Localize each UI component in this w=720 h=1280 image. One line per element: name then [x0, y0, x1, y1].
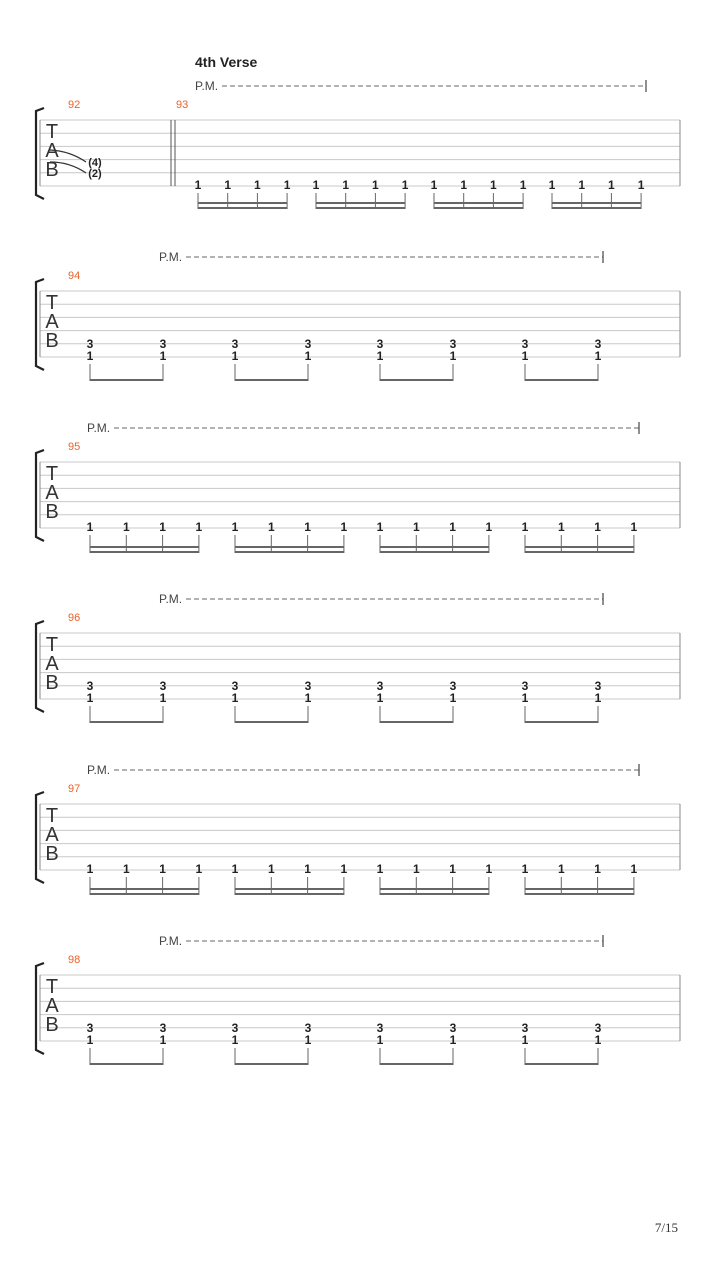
fret-number-lower: 1	[449, 349, 457, 363]
fret-number: 1	[430, 178, 438, 192]
note-beam	[380, 888, 489, 890]
palm-mute-label: P.M.	[87, 763, 111, 777]
fret-number-lower: 1	[449, 1033, 457, 1047]
note-beam	[380, 551, 489, 553]
fret-number: 1	[594, 862, 601, 876]
note-beam	[434, 207, 523, 209]
note-beam	[380, 379, 453, 381]
fret-number-lower: 1	[376, 1033, 384, 1047]
fret-number: 1	[630, 862, 638, 876]
note-beam	[90, 721, 163, 723]
bar-number: 93	[176, 99, 189, 111]
note-beam	[90, 893, 199, 895]
fret-number: 1	[449, 520, 456, 534]
fret-number: 1	[254, 178, 261, 192]
fret-number: 1	[340, 520, 348, 534]
note-beam	[235, 379, 308, 381]
tab-letter-t: T	[45, 805, 59, 827]
fret-number: 1	[194, 178, 202, 192]
fret-number-upper: 3	[86, 337, 94, 351]
fret-number: 1	[608, 178, 615, 192]
fret-number-lower: 1	[304, 1033, 312, 1047]
note-beam	[380, 1063, 453, 1065]
bar-number: 96	[68, 612, 81, 624]
bar-number: 94	[68, 270, 81, 282]
fret-number-lower: 1	[304, 691, 312, 705]
fret-number-lower: 1	[521, 349, 529, 363]
page-number: 7/15	[654, 1220, 678, 1235]
palm-mute-label: P.M.	[159, 934, 183, 948]
fret-number: 1	[267, 520, 275, 534]
tab-letter-t: T	[45, 121, 59, 143]
fret-number: 1	[412, 520, 420, 534]
note-beam	[525, 888, 634, 890]
fret-number-upper: 3	[594, 679, 602, 693]
fret-number-upper: 3	[231, 1021, 239, 1035]
palm-mute-label: P.M.	[195, 79, 219, 93]
note-beam	[525, 551, 634, 553]
note-beam	[198, 202, 287, 204]
fret-number: 1	[637, 178, 645, 192]
fret-number-lower: 1	[594, 349, 602, 363]
tab-letter-t: T	[45, 463, 59, 485]
tab-letter-t: T	[45, 976, 59, 998]
tab-letter-a: A	[45, 140, 59, 162]
fret-number-lower: 1	[521, 691, 529, 705]
fret-number-lower: 1	[86, 1033, 94, 1047]
note-beam	[525, 893, 634, 895]
note-beam	[316, 202, 405, 204]
section-title: 4th Verse	[195, 54, 258, 70]
fret-number-upper: 3	[159, 337, 167, 351]
fret-number-lower: 1	[159, 1033, 167, 1047]
tab-letter-a: A	[45, 824, 59, 846]
fret-number: 1	[557, 862, 565, 876]
fret-number-upper: 3	[304, 1021, 312, 1035]
note-beam	[90, 379, 163, 381]
fret-number: 1	[376, 520, 384, 534]
fret-number-upper: 3	[521, 679, 529, 693]
fret-number: 1	[449, 862, 456, 876]
fret-number: 1	[304, 862, 311, 876]
fret-number-upper: 3	[231, 337, 239, 351]
fret-number: 1	[283, 178, 291, 192]
bar-number: 95	[68, 441, 81, 453]
tab-letter-b: B	[45, 330, 59, 352]
fret-number: 1	[578, 178, 586, 192]
fret-number-upper: 3	[594, 1021, 602, 1035]
fret-number: 1	[159, 862, 166, 876]
fret-number: 1	[376, 862, 384, 876]
fret-number: 1	[231, 520, 239, 534]
tab-letter-a: A	[45, 653, 59, 675]
fret-number-lower: 1	[86, 691, 94, 705]
fret-number: 1	[159, 520, 166, 534]
fret-number: 1	[521, 862, 529, 876]
fret-number-lower: 1	[159, 349, 167, 363]
note-beam	[434, 202, 523, 204]
fret-number: 1	[122, 862, 130, 876]
palm-mute-label: P.M.	[159, 592, 183, 606]
fret-number: 1	[485, 862, 493, 876]
note-beam	[90, 888, 199, 890]
note-beam	[525, 1063, 598, 1065]
fret-number: 1	[372, 178, 379, 192]
tab-letter-b: B	[45, 672, 59, 694]
fret-number-upper: 3	[449, 679, 457, 693]
fret-number: 1	[401, 178, 409, 192]
note-beam	[380, 721, 453, 723]
fret-number: 1	[267, 862, 275, 876]
note-beam	[235, 888, 344, 890]
note-beam	[90, 546, 199, 548]
bar-number: 98	[68, 954, 81, 966]
note-beam	[380, 893, 489, 895]
fret-number: 1	[485, 520, 493, 534]
fret-number: 1	[519, 178, 527, 192]
fret-number: 1	[594, 520, 601, 534]
note-beam	[552, 202, 641, 204]
tab-letter-a: A	[45, 482, 59, 504]
fret-number: 1	[490, 178, 497, 192]
fret-number-upper: 3	[376, 337, 384, 351]
fret-number-lower: 1	[376, 691, 384, 705]
fret-number-lower: 1	[231, 349, 239, 363]
fret-number: 1	[342, 178, 350, 192]
tab-letter-t: T	[45, 292, 59, 314]
fret-number-upper: 3	[304, 679, 312, 693]
tab-letter-a: A	[45, 311, 59, 333]
fret-number-upper: 3	[449, 1021, 457, 1035]
fret-number: 1	[86, 862, 94, 876]
note-beam	[198, 207, 287, 209]
fret-number: 1	[195, 520, 203, 534]
fret-number-lower: 1	[231, 1033, 239, 1047]
fret-number: 1	[548, 178, 556, 192]
fret-number: 1	[312, 178, 320, 192]
palm-mute-label: P.M.	[87, 421, 111, 435]
fret-number: 1	[231, 862, 239, 876]
note-beam	[90, 551, 199, 553]
fret-number: 1	[304, 520, 311, 534]
fret-number-upper: 3	[376, 679, 384, 693]
tab-letter-b: B	[45, 843, 59, 865]
fret-number-lower: 1	[449, 691, 457, 705]
fret-number-lower: 1	[304, 349, 312, 363]
fret-number: 1	[412, 862, 420, 876]
fret-number-lower: 1	[521, 1033, 529, 1047]
note-beam	[316, 207, 405, 209]
note-beam	[235, 551, 344, 553]
tied-fret-upper: (4)	[88, 157, 102, 169]
fret-number: 1	[122, 520, 130, 534]
fret-number-lower: 1	[159, 691, 167, 705]
bar-number: 92	[68, 99, 81, 111]
fret-number-upper: 3	[231, 679, 239, 693]
fret-number: 1	[340, 862, 348, 876]
fret-number-upper: 3	[159, 679, 167, 693]
fret-number-lower: 1	[231, 691, 239, 705]
fret-number-upper: 3	[376, 1021, 384, 1035]
tied-fret-lower: (2)	[88, 168, 102, 180]
fret-number-upper: 3	[86, 679, 94, 693]
tab-letter-b: B	[45, 159, 59, 181]
fret-number: 1	[460, 178, 468, 192]
fret-number-lower: 1	[594, 1033, 602, 1047]
fret-number-lower: 1	[594, 691, 602, 705]
fret-number: 1	[195, 862, 203, 876]
note-beam	[552, 207, 641, 209]
bar-number: 97	[68, 783, 81, 795]
fret-number-upper: 3	[449, 337, 457, 351]
note-beam	[90, 1063, 163, 1065]
fret-number-upper: 3	[521, 337, 529, 351]
palm-mute-label: P.M.	[159, 250, 183, 264]
tab-letter-t: T	[45, 634, 59, 656]
fret-number: 1	[224, 178, 232, 192]
fret-number: 1	[630, 520, 638, 534]
note-beam	[380, 546, 489, 548]
fret-number-lower: 1	[86, 349, 94, 363]
fret-number: 1	[86, 520, 94, 534]
fret-number: 1	[557, 520, 565, 534]
fret-number-upper: 3	[159, 1021, 167, 1035]
fret-number-upper: 3	[304, 337, 312, 351]
note-beam	[235, 1063, 308, 1065]
note-beam	[525, 379, 598, 381]
tab-letter-b: B	[45, 1014, 59, 1036]
tab-letter-b: B	[45, 501, 59, 523]
note-beam	[525, 721, 598, 723]
tab-letter-a: A	[45, 995, 59, 1017]
fret-number-lower: 1	[376, 349, 384, 363]
note-beam	[525, 546, 634, 548]
note-beam	[235, 893, 344, 895]
note-beam	[235, 546, 344, 548]
fret-number-upper: 3	[86, 1021, 94, 1035]
fret-number: 1	[521, 520, 529, 534]
fret-number-upper: 3	[521, 1021, 529, 1035]
fret-number-upper: 3	[594, 337, 602, 351]
note-beam	[235, 721, 308, 723]
